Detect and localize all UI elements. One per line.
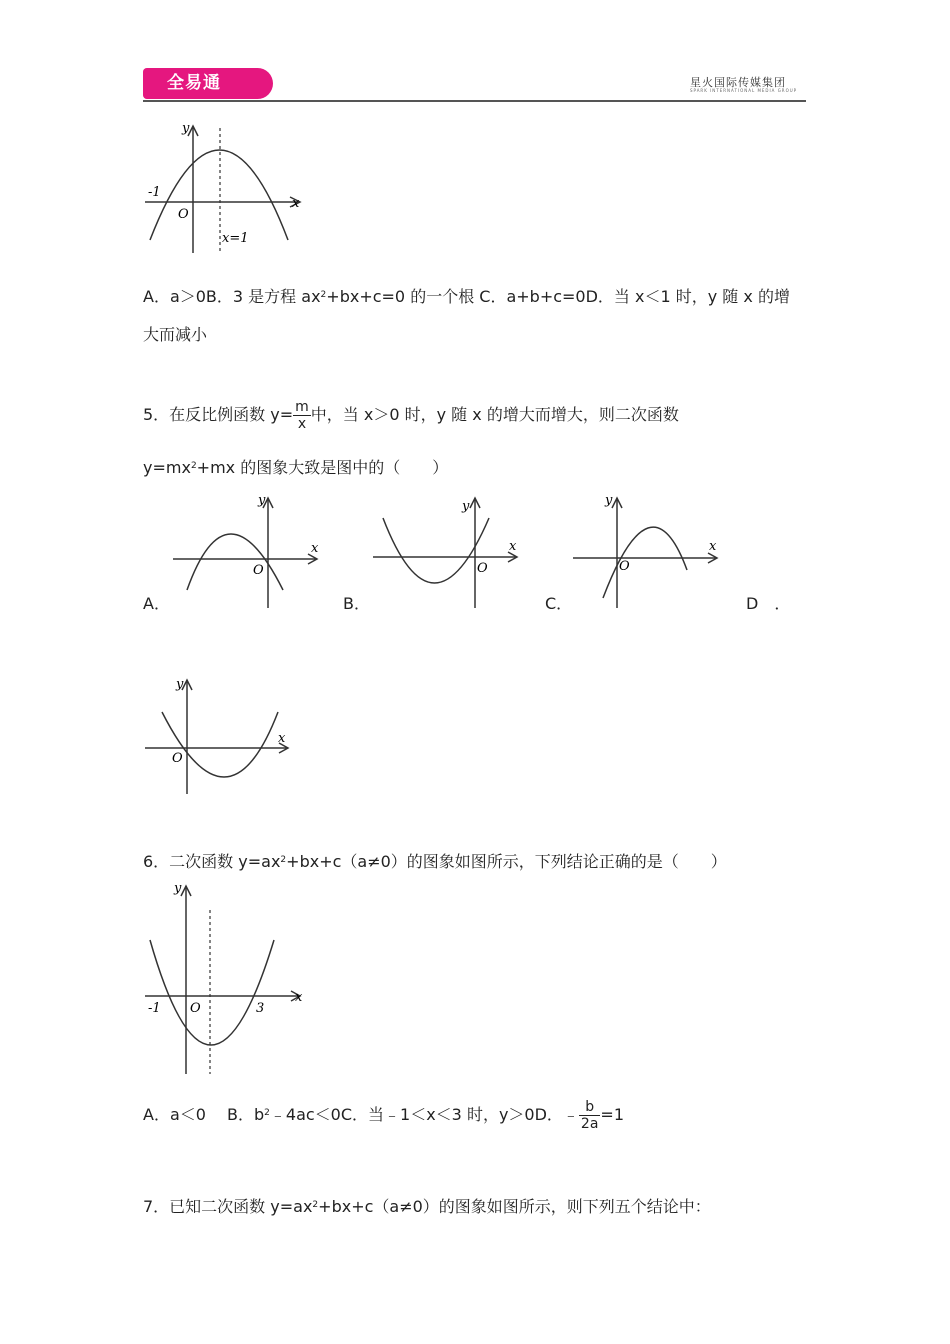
q4-y-label: y: [182, 121, 190, 136]
q6-neg1-label: -1: [148, 1001, 161, 1016]
svg-text:y: y: [605, 493, 613, 508]
q4-options-line2: 大而减小: [143, 325, 208, 344]
header-rule: [143, 100, 806, 102]
q4-graph: [140, 118, 310, 258]
company-name: 星火国际传媒集团: [690, 76, 786, 89]
brand-logo: 全易通: [143, 68, 273, 99]
q6-3-label: 3: [256, 1001, 265, 1016]
company-subtitle: SPARK INTERNATIONAL MEDIA GROUP: [690, 88, 798, 93]
q6-y-label: y: [174, 881, 182, 896]
svg-text:O: O: [172, 751, 183, 766]
q4-origin-label: O: [178, 207, 189, 222]
q5-fraction: $\frac{m}{x}$: [295, 399, 309, 432]
q6-x-label: x: [295, 990, 303, 1005]
q5-label-d: D ．: [746, 594, 791, 613]
q5-graph-d: [140, 672, 300, 797]
q6-options: A．a＜0 B．$b^2﹣4ac<0C$．当﹣1＜x＜3 时，y＞0D．﹣ $\frac{b}{2a}$ =1: [143, 1099, 625, 1132]
svg-text:O: O: [619, 559, 630, 574]
q4-options-line1: A．a＞0B．3 是方程 $ax^2+bx+c=0$ 的一个根 C．a+b+c=0D．当 x＜1 时，y 随 x 的增: [143, 287, 790, 306]
q5-graph-b: [365, 490, 530, 610]
q4-axis-label: x=1: [222, 231, 249, 246]
svg-text:y: y: [258, 493, 266, 508]
svg-text:x: x: [311, 541, 319, 556]
q7-stem: 7．已知二次函数 $y=ax^2+bx+c(a\ne 0)$的图象如图所示，则下列五个结论中：: [143, 1197, 711, 1216]
q5-graph-a: [165, 490, 330, 610]
q4-neg1-label: -1: [148, 185, 161, 200]
q6-graph: [140, 878, 310, 1078]
q5-graph-c: [565, 490, 730, 610]
q5-stem-line1: 5．在反比例函数 y= $\frac{m}{x}$ 中，当 x＞0 时，y 随 x 的增大而增大，则二次函数: [143, 399, 679, 432]
svg-text:y: y: [176, 677, 184, 692]
svg-text:O: O: [477, 561, 488, 576]
q5-stem-line2: $y=mx^2+mx$ 的图象大致是图中的（ ）: [143, 458, 449, 477]
svg-text:y: y: [462, 499, 470, 514]
svg-text:x: x: [509, 539, 517, 554]
q4-x-label: x: [292, 196, 300, 211]
q6-fraction: $\frac{b}{2a}$: [580, 1099, 599, 1132]
svg-text:O: O: [253, 563, 264, 578]
svg-text:x: x: [709, 539, 717, 554]
q5-label-b: B．: [343, 594, 370, 613]
q5-label-c: C．: [545, 594, 573, 613]
q6-origin-label: O: [190, 1001, 201, 1016]
q5-label-a: A．: [143, 594, 170, 613]
svg-text:x: x: [278, 731, 286, 746]
q6-stem: 6．二次函数 $y=ax^2+bx+c(a\ne 0)$的图象如图所示，下列结论正确的是（ ）: [143, 852, 727, 871]
